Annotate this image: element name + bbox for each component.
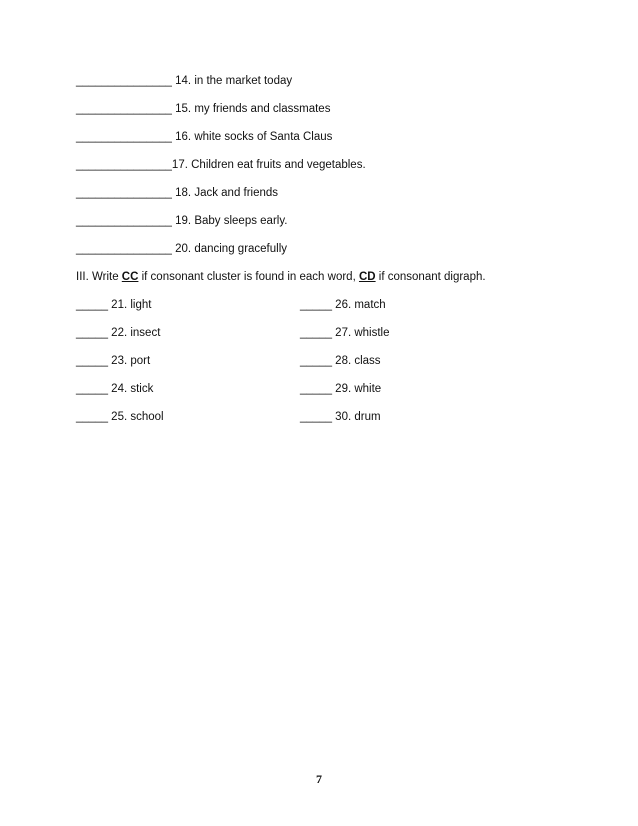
- word-item-27: _____ 27. whistle: [300, 327, 390, 339]
- phrase-item-18: _______________ 18. Jack and friends: [76, 187, 279, 199]
- word-item-22: _____ 22. insect: [76, 327, 161, 339]
- instruction-suffix: if consonant digraph.: [375, 271, 486, 283]
- page-number: 7: [316, 772, 322, 786]
- word-item-25: _____ 25. school: [76, 411, 164, 423]
- phrase-item-19: _______________ 19. Baby sleeps early.: [76, 215, 288, 227]
- phrase-item-16: _______________ 16. white socks of Santa Claus: [76, 131, 333, 143]
- phrase-item-20: _______________ 20. dancing gracefully: [76, 243, 288, 255]
- word-item-29: _____ 29. white: [300, 383, 382, 395]
- cc-label: CC: [121, 271, 139, 283]
- word-item-28: _____ 28. class: [300, 355, 381, 367]
- word-item-21: _____ 21. light: [76, 299, 152, 311]
- phrase-item-17: _______________17. Children eat fruits and vegetables.: [76, 159, 366, 171]
- word-item-23: _____ 23. port: [76, 355, 151, 367]
- cd-label: CD: [358, 271, 376, 283]
- instruction-middle: if consonant cluster is found in each word,: [138, 271, 359, 283]
- section-3-instruction: [76, 271, 486, 283]
- word-item-30: _____ 30. drum: [300, 411, 381, 423]
- phrase-item-14: _______________ 14. in the market today: [76, 75, 293, 87]
- phrase-item-15: _______________ 15. my friends and classmates: [76, 103, 331, 115]
- word-item-26: _____ 26. match: [300, 299, 386, 311]
- word-item-24: _____ 24. stick: [76, 383, 154, 395]
- instruction-prefix: III. Write: [76, 271, 122, 283]
